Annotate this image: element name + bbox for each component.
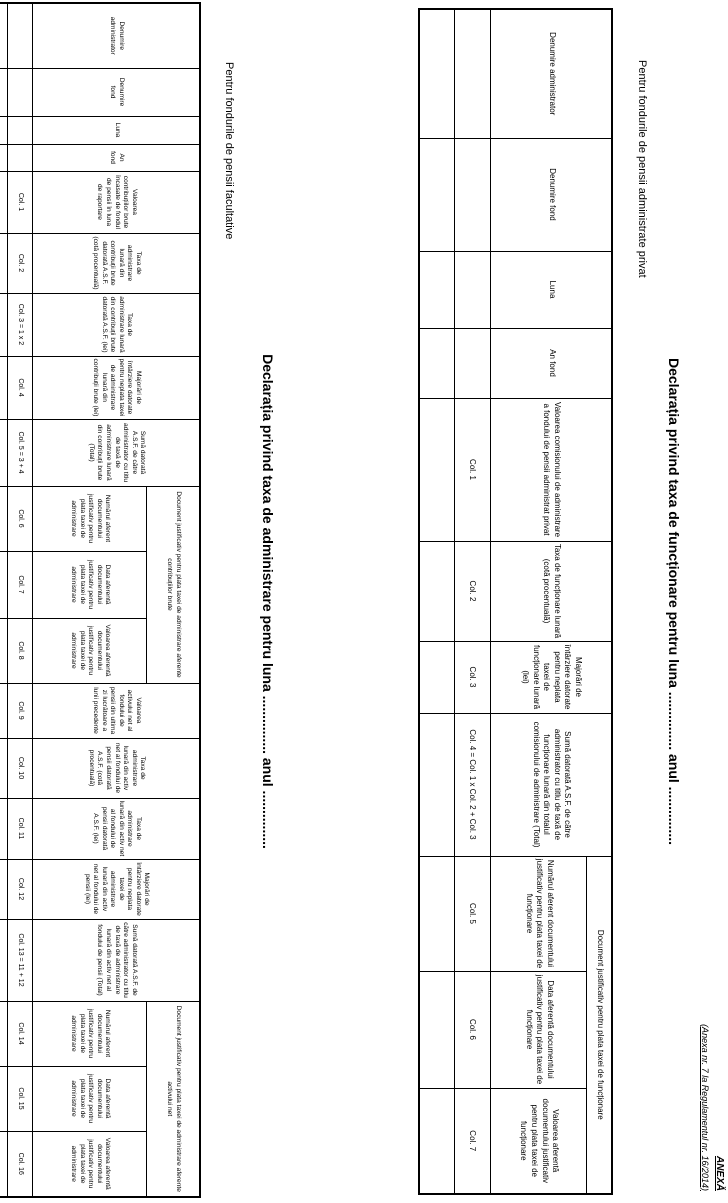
header-cell: Majorări de întârziere datorate pentru neplata taxei de administrare lunară din activ net al fondului de pensii (lei) [33,859,200,919]
header-cell: An fond [491,328,612,398]
header-cell: Sumă datorată A.S.F. de către administrator cu titlu de taxă de administrare lunară din contribuții brute (Total) [33,419,200,486]
empty-data-cell [0,1131,8,1197]
col-label: Col. 5 [455,856,491,971]
header-cell: An fond [33,144,200,171]
header-cell: Denumire administrator [491,9,612,138]
header-cell: Numărul aferent documentului justificativ pentru plata taxei de funcționare [491,856,587,971]
col-label: Col. 8 [8,618,33,683]
declaration-administrare-title: Declarația privind taxa de administrare pentru luna ............... anul ............... [260,354,276,849]
empty-data-cell [420,328,456,398]
header-cell: Sumă datorată A.S.F. de către administrator cu titlu de taxă de administrare lunară din activ net al fondului de pensii (Total) [33,919,200,1001]
header-cell: Numărul aferent documentului justificativ pentru plata taxei de administrare [33,1001,147,1066]
empty-data-cell [0,551,8,618]
empty-label-cell [8,144,33,171]
empty-data-cell [420,856,456,971]
empty-data-cell [420,1088,456,1194]
empty-data-cell [420,398,456,541]
header-cell: Taxa de funcționare lunară (cotă procentuală) [491,541,612,641]
empty-data-cell [0,116,8,144]
empty-data-cell [420,251,456,328]
col-label: Col. 3 = 1 x 2 [8,293,33,356]
col-label: Col. 13 = 11 + 12 [8,919,33,1001]
col-label: Col. 6 [8,486,33,551]
header-cell: Sumă datorată A.S.F. de către administrator cu titlu de taxă de funcționare lunară din totalul comisionului de administrare (Total) [491,713,612,856]
col-label: Col. 7 [8,551,33,618]
empty-data-cell [0,1001,8,1066]
empty-data-cell [420,713,456,856]
empty-data-cell [0,419,8,486]
empty-data-cell [420,971,456,1088]
header-cell: Valoarea contribuțiilor brute încasate de fondul de pensii în luna de raportare [33,171,200,233]
header-cell: Denumire fond [491,138,612,251]
administrare-subtitle: Pentru fondurile de pensii facultative [223,62,235,240]
annex-label: ANEXĂ [714,1155,725,1191]
empty-data-cell [420,9,456,138]
col-label: Col. 3 [455,641,491,713]
header-cell: Taxa de administrare lunară din contribuții brute datorată A.S.F. (lei) [33,293,200,356]
annex-header [698,1024,726,1191]
empty-label-cell [455,138,491,251]
col-label: Col. 2 [8,233,33,293]
empty-data-cell [0,859,8,919]
header-cell: Majorări de întârziere datorate pentru neplata taxei de funcționare lunară (lei) [491,641,612,713]
col-label: Col. 12 [8,859,33,919]
empty-label-cell [8,116,33,144]
header-cell: Data aferentă documentului justificativ pentru plata taxei de administrare [33,1066,147,1131]
header-cell: Valoarea aferentă documentului justificativ pentru plata taxei de administrare [33,618,147,683]
empty-data-cell [0,486,8,551]
taxa-administrare-table [0,2,201,1198]
header-cell: Luna [491,251,612,328]
empty-data-cell [0,356,8,419]
col-label: Col. 16 [8,1131,33,1197]
header-cell: Valoarea aferentă documentului justificativ pentru plata taxei de administrare [33,1131,147,1197]
empty-data-cell [420,541,456,641]
empty-data-cell [0,618,8,683]
empty-data-cell [0,233,8,293]
empty-data-cell [420,641,456,713]
empty-data-cell [0,144,8,171]
empty-data-cell [0,293,8,356]
col-label: Col. 4 [8,356,33,419]
header-cell: Valoarea comisionului de administrare a fondului de pensii administrat privat [491,398,612,541]
empty-data-cell [0,171,8,233]
empty-label-cell [455,251,491,328]
header-cell: Taxa de administrare lunară din activ net al fondului de pensii datorată A.S.F. (cotă procentuală) [33,738,200,798]
empty-label-cell [8,68,33,116]
empty-data-cell [0,798,8,859]
col-label: Col. 1 [455,398,491,541]
group-header-cell: Document justificativ pentru plata taxei de funcționare [587,856,612,1194]
empty-data-cell [0,1066,8,1131]
group-header-cell: Document justificativ pentru plata taxei de administrare aferente contribuțiilor brute [147,486,200,683]
empty-data-cell [0,919,8,1001]
col-label: Col. 6 [455,971,491,1088]
header-cell: Taxa de administrare lunară din contribuții brute datorată A.S.F. (cotă procentuală) [33,233,200,293]
annex-reference: (Anexa nr. 7 la Regulamentul nr. 16/2014) [700,1024,711,1191]
col-label: Col. 2 [455,541,491,641]
functionare-subtitle: Pentru fondurile de pensii administrate privat [636,60,648,278]
empty-label-cell [455,9,491,138]
col-label: Col. 15 [8,1066,33,1131]
empty-data-cell [0,3,8,68]
empty-data-cell [0,68,8,116]
header-cell: Numărul aferent documentului justificativ pentru plata taxei de administrare [33,486,147,551]
header-cell: Luna [33,116,200,144]
empty-data-cell [0,738,8,798]
header-cell: Data aferentă documentului justificativ pentru plata taxei de administrare [33,551,147,618]
empty-label-cell [455,328,491,398]
empty-label-cell [8,3,33,68]
empty-data-cell [0,683,8,738]
header-cell: Denumire administrator [33,3,200,68]
col-label: Col. 7 [455,1088,491,1194]
declaration-functionare-title: Declarația privind taxa de funcționare pentru luna ............... anul ............... [666,358,682,845]
empty-data-cell [420,138,456,251]
header-cell: Denumire fond [33,68,200,116]
col-label: Col. 5 = 3 + 4 [8,419,33,486]
col-label: Col. 10 [8,738,33,798]
col-label: Col. 1 [8,171,33,233]
header-cell: Majorări de întârziere datorate pentru neplata taxei de administrare lunară din contribuții brute (lei) [33,356,200,419]
col-label: Col. 11 [8,798,33,859]
col-label: Col. 4 = Col. 1 x Col. 2 + Col. 3 [455,713,491,856]
header-cell: Taxa de administrare lunară din activ net al fondului de pensii datorată A.S.F. (lei) [33,798,200,859]
group-header-cell: Document justificativ pentru plata taxei de administrare aferente activului net [147,1001,200,1197]
header-cell: Data aferentă documentului justificativ pentru plata taxei de funcționare [491,971,587,1088]
col-label: Col. 9 [8,683,33,738]
header-cell: Valoarea activului net al fondului de pensii din ultima zi lucrătoare a lunii precedente [33,683,200,738]
col-label: Col. 14 [8,1001,33,1066]
taxa-functionare-table [419,8,614,1195]
header-cell: Valoarea aferentă documentului justificativ pentru plata taxei de funcționare [491,1088,587,1194]
